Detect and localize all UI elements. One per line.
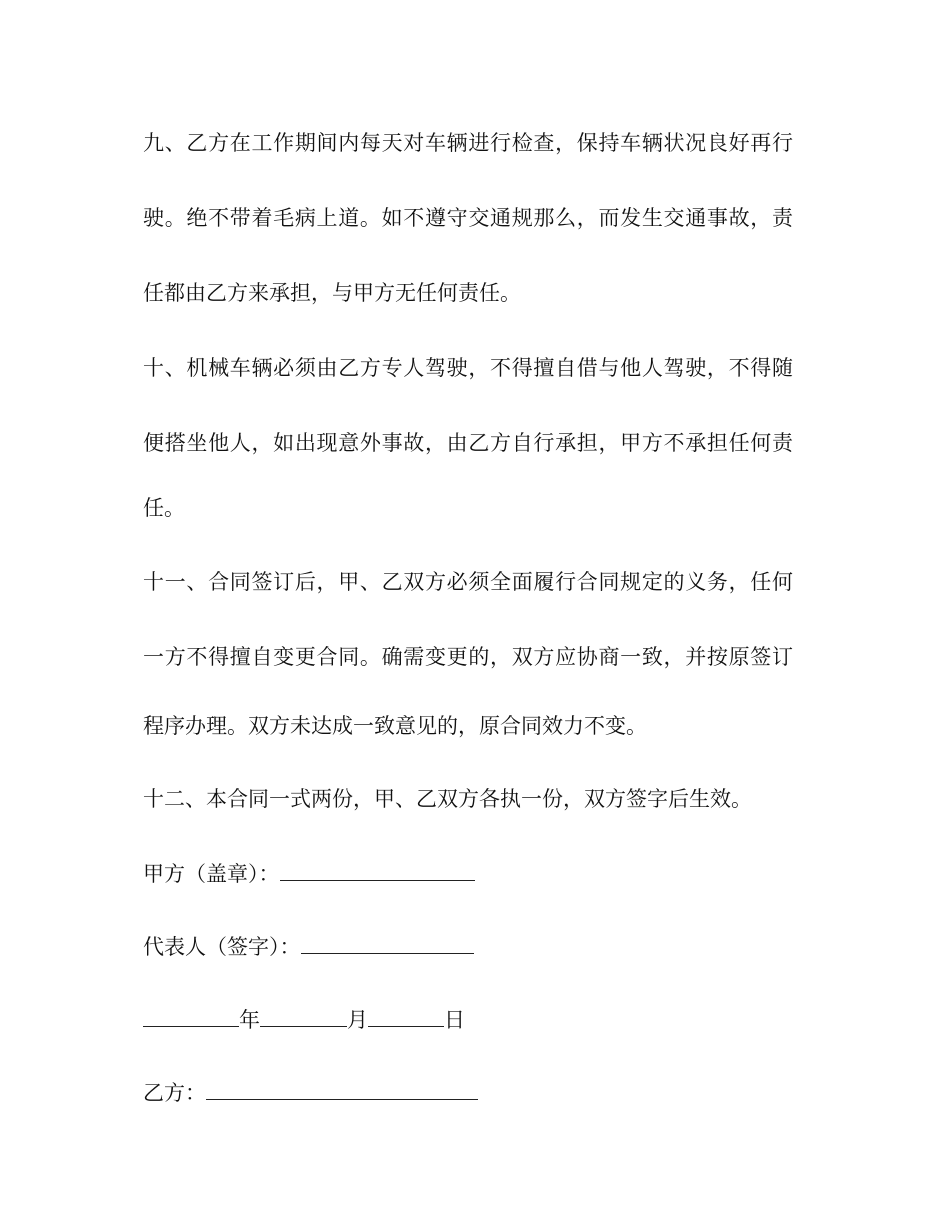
clause-11-line-1: 十一、合同签订后，甲、乙双方必须全面履行合同规定的义务，任何 (143, 570, 793, 594)
party-b-label: 乙方： (143, 1081, 206, 1105)
clause-9-line-2: 驶。绝不带着毛病上道。如不遵守交通规那么，而发生交通事故，责 (143, 206, 793, 230)
representative-signature-line (143, 931, 474, 961)
clause-11-line-3: 程序办理。双方未达成一致意见的，原合同效力不变。 (143, 714, 647, 738)
clause-11-line-2: 一方不得擅自变更合同。确需变更的，双方应协商一致，并按原签订 (143, 645, 793, 669)
representative-blank[interactable] (301, 931, 474, 954)
date-line (143, 1004, 465, 1034)
party-b-blank[interactable] (206, 1077, 478, 1100)
day-blank[interactable] (368, 1004, 444, 1027)
month-label: 月 (347, 1008, 368, 1032)
year-label: 年 (239, 1008, 260, 1032)
representative-label: 代表人（签字）： (143, 935, 301, 959)
clause-9-line-1: 九、乙方在工作期间内每天对车辆进行检查，保持车辆状况良好再行 (143, 131, 793, 155)
party-a-blank[interactable] (280, 858, 475, 881)
party-b-signature-line (143, 1077, 478, 1107)
party-a-label: 甲方（盖章）： (143, 862, 280, 886)
clause-9-line-3: 任都由乙方来承担，与甲方无任何责任。 (143, 281, 521, 305)
clause-10-line-1: 十、机械车辆必须由乙方专人驾驶，不得擅自借与他人驾驶，不得随 (143, 356, 793, 380)
clause-12-line-1: 十二、本合同一式两份，甲、乙双方各执一份，双方签字后生效。 (143, 787, 752, 811)
party-a-signature-line (143, 858, 475, 888)
year-blank[interactable] (143, 1004, 239, 1027)
clause-10-line-2: 便搭坐他人，如出现意外事故，由乙方自行承担，甲方不承担任何责 (143, 431, 793, 455)
day-label: 日 (444, 1008, 465, 1032)
clause-10-line-3: 任。 (143, 496, 185, 520)
month-blank[interactable] (260, 1004, 347, 1027)
